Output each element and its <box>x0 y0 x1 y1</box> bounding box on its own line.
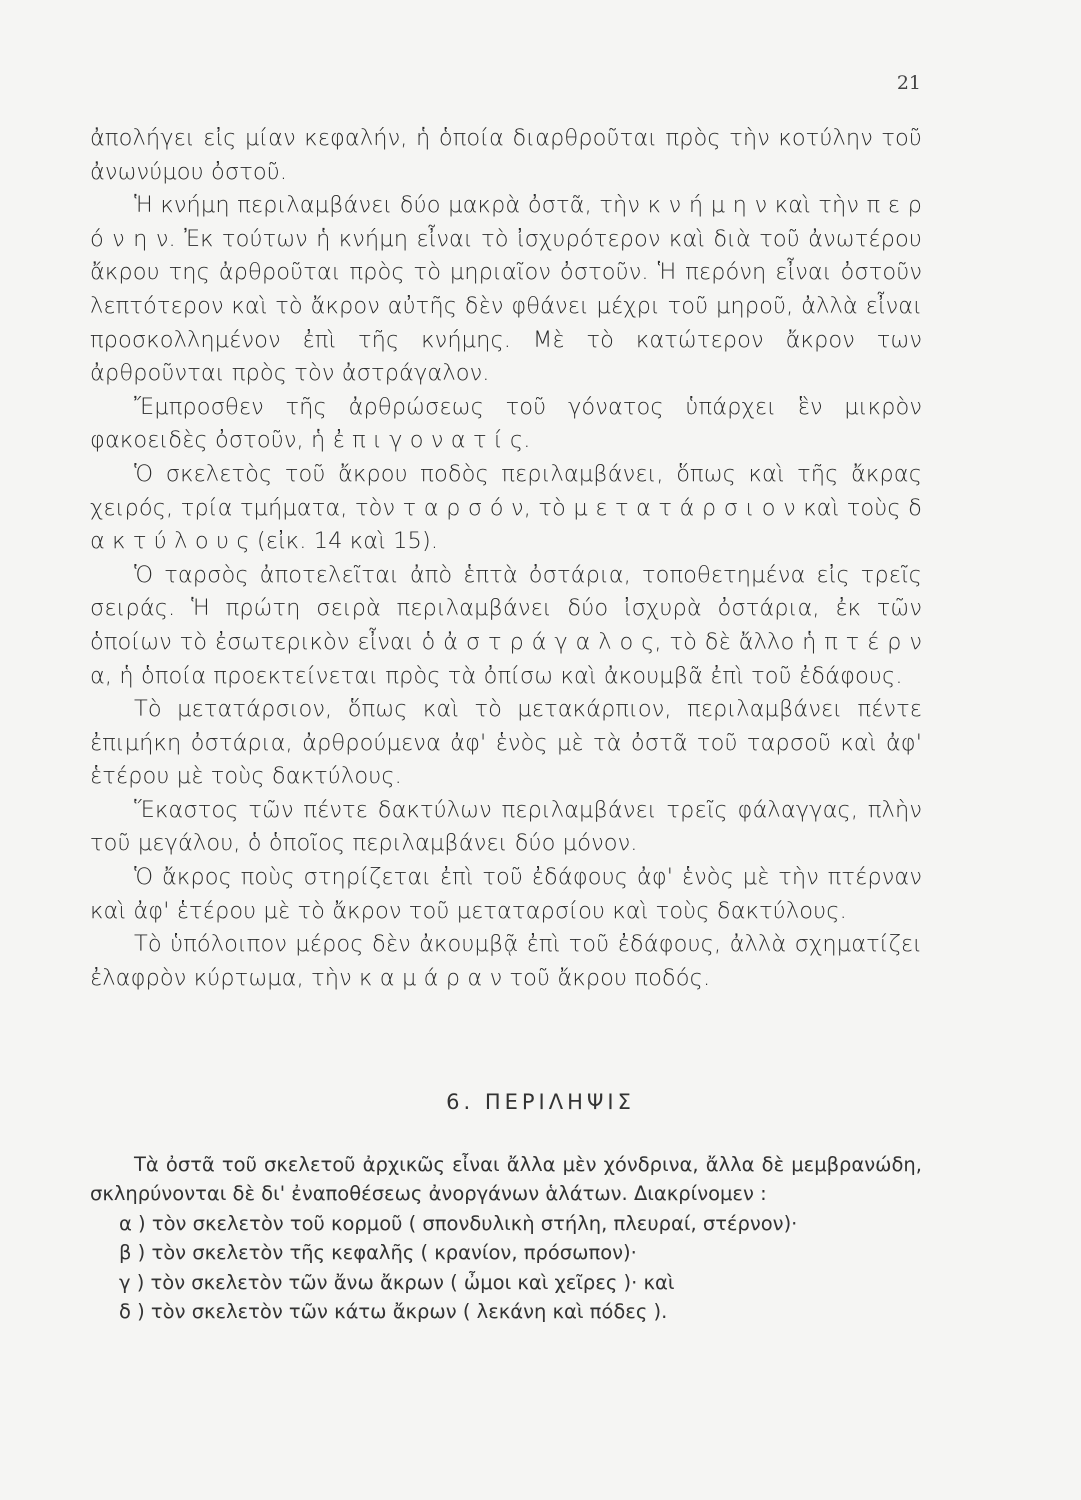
section-heading: 6. ΠΕΡΙΛΗΨΙΣ <box>446 1090 635 1114</box>
paragraph-3: Ἔμπροσθεν τῆς ἀρθρώσεως τοῦ γόνατος ὑπάρχει ἓν μικρὸν φακοειδὲς ὀστοῦν, ἡ ἐ π ι γ ο ν α τ ί ς. <box>90 393 922 454</box>
paragraph-8: Ὁ ἄκρος ποὺς στηρίζεται ἐπὶ τοῦ ἐδάφους ἀφ' ἑνὸς μὲ τὴν πτέρναν καὶ ἀφ' ἑτέρου μὲ τὸ ἄκρον τοῦ μεταταρσίου καὶ τοὺς δακτύλους. <box>90 864 922 924</box>
main-text <box>90 122 922 995</box>
paragraph-1: ἀπολήγει εἰς μίαν κεφαλήν, ἡ ὁποία διαρθροῦται πρὸς τὴν κοτύλην τοῦ ἀνωνύμου ὀστοῦ. <box>90 125 922 185</box>
summary-block <box>90 1150 922 1326</box>
summary-item-d: δ ) τὸν σκελετὸν τῶν κάτω ἄκρων ( λεκάνη καὶ πόδες ). <box>119 1300 668 1324</box>
paragraph-9: Τὸ ὑπόλοιπον μέρος δὲν ἀκουμβᾷ ἐπὶ τοῦ ἐδάφους, ἀλλὰ σχηματίζει ἐλαφρὸν κύρτωμα, τὴν κ α μ ά ρ α ν τοῦ ἄκρου ποδός. <box>90 931 922 991</box>
paragraph-7: Ἕκαστος τῶν πέντε δακτύλων περιλαμβάνει τρεῖς φάλαγγας, πλὴν τοῦ μεγάλου, ὁ ὁποῖος περιλαμβάνει δύο μόνον. <box>90 796 922 857</box>
paragraph-4: Ὁ σκελετὸς τοῦ ἄκρου ποδὸς περιλαμβάνει, ὅπως καὶ τῆς ἄκρας χειρός, τρία τμήματα, τὸν τ α ρ σ ό ν, τὸ μ ε τ α τ ά ρ σ ι ο ν καὶ τοὺς δ α κ τ ύ λ ο υ ς (εἰκ. 14 καὶ 15). <box>90 460 922 555</box>
summary-item-a: α ) τὸν σκελετὸν τοῦ κορμοῦ ( σπονδυλικὴ στήλη, πλευραί, στέρνον)· <box>119 1211 798 1235</box>
summary-intro: Τὰ ὀστᾶ τοῦ σκελετοῦ ἀρχικῶς εἶναι ἄλλα μὲν χόνδρινα, ἄλλα δὲ μεμβρανώδη, σκληρύνονται δὲ δι' ἐναποθέσεως ἀνοργάνων ἁλάτων. Διακρίνομεν : <box>90 1153 922 1206</box>
paragraph-2: Ἡ κνήμη περιλαμβάνει δύο μακρὰ ὀστᾶ, τὴν κ ν ή μ η ν καὶ τὴν π ε ρ ό ν η ν. Ἐκ τούτων ἡ κνήμη εἶναι τὸ ἰσχυρότερον καὶ διὰ τοῦ ἀνωτέρου ἄκρου της ἀρθροῦται πρὸς τὸ μηριαῖον ὀστοῦν. Ἡ περόνη εἶναι ὀστοῦν λεπτότερον καὶ τὸ ἄκρον αὐτῆς δὲν φθάνει μέχρι τοῦ μηροῦ, ἀλλὰ εἶναι προσκολλημένον ἐπὶ τῆς κνήμης. Μὲ τὸ κατώτερον ἄκρον των ἀρθροῦνται πρὸς τὸν ἀστράγαλον. <box>90 192 922 387</box>
summary-item-b: β ) τὸν σκελετὸν τῆς κεφαλῆς ( κρανίον, πρόσωπον)· <box>119 1241 637 1265</box>
paragraph-6: Τὸ μετατάρσιον, ὅπως καὶ τὸ μετακάρπιον, περιλαμβάνει πέντε ἐπιμήκη ὀστάρια, ἀρθρούμενα ἀφ' ἑνὸς μὲ τὰ ὀστᾶ τοῦ ταρσοῦ καὶ ἀφ' ἑτέρου μὲ τοὺς δακτύλους. <box>90 696 922 790</box>
paragraph-5: Ὁ ταρσὸς ἀποτελεῖται ἀπὸ ἑπτὰ ὀστάρια, τοποθετημένα εἰς τρεῖς σειράς. Ἡ πρώτη σειρὰ περιλαμβάνει δύο ἰσχυρὰ ὀστάρια, ἐκ τῶν ὁποίων τὸ ἐσωτερικὸν εἶναι ὁ ἀ σ τ ρ ά γ α λ ο ς, τὸ δὲ ἄλλο ἡ π τ έ ρ ν α, ἡ ὁποία προεκτείνεται πρὸς τὰ ὀπίσω καὶ ἀκουμβᾶ ἐπὶ τοῦ ἐδάφους. <box>90 561 922 689</box>
page-number: 21 <box>896 72 921 94</box>
summary-item-c: γ ) τὸν σκελετὸν τῶν ἄνω ἄκρων ( ὦμοι καὶ χεῖρες )· καὶ <box>119 1270 675 1294</box>
